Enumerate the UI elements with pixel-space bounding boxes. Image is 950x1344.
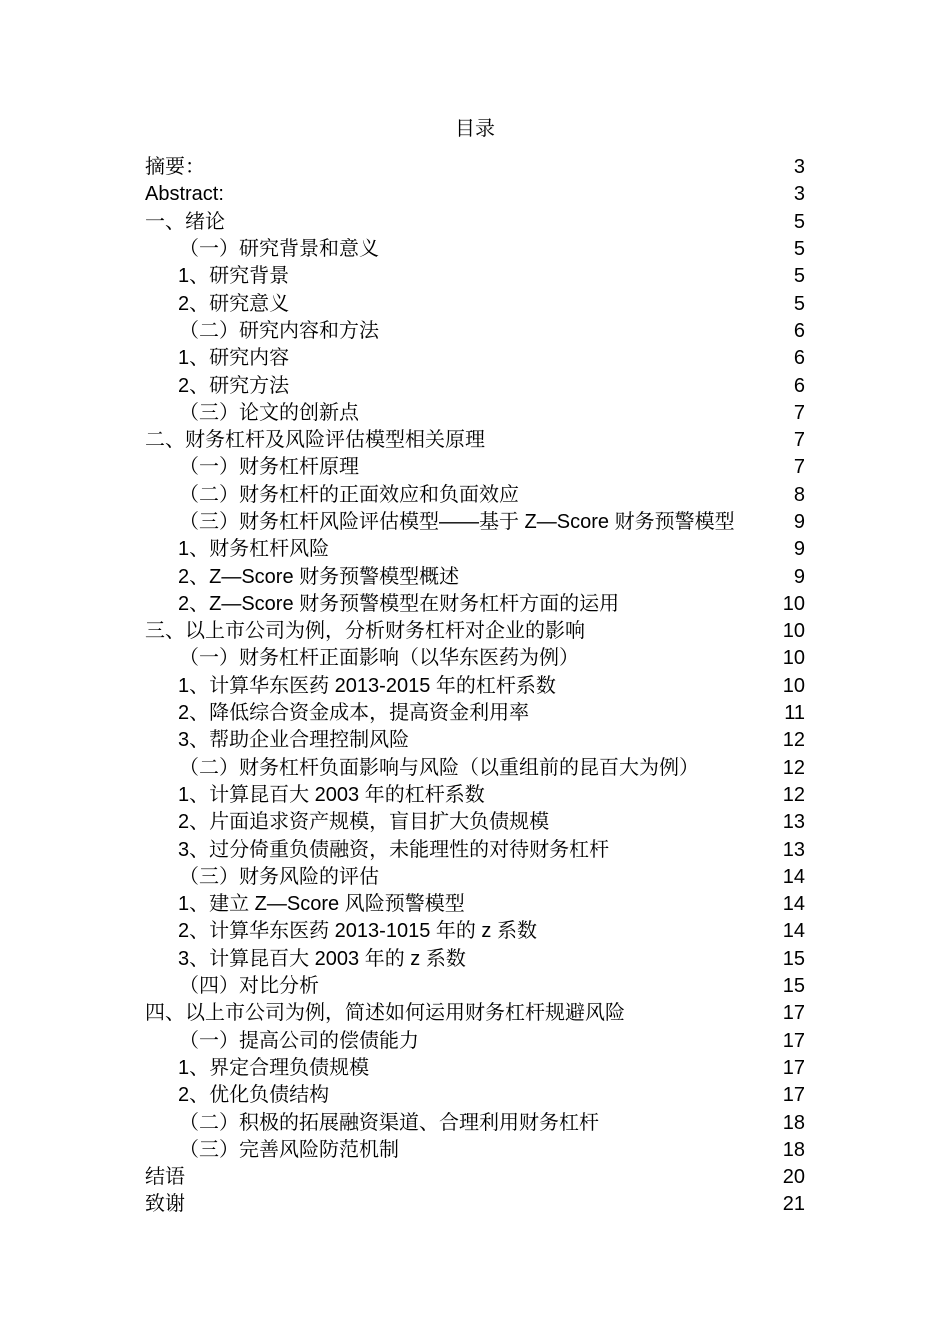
toc-entry-page-number: 7 [793, 456, 805, 479]
toc-entry-page-number: 5 [793, 292, 805, 315]
toc-entry-title: 3、过分倚重负债融资，未能理性的对待财务杠杆 [178, 838, 610, 861]
toc-entry-page-number: 5 [793, 238, 805, 261]
toc-entry-title: （四）对比分析 [179, 975, 319, 998]
toc-entry-page-number: 9 [793, 538, 805, 561]
toc-entry-title: 2、研究意义 [178, 292, 290, 315]
toc-entry-title: （二）研究内容和方法 [179, 319, 379, 342]
toc-entry-title: 2、Z—Score 财务预警模型概述 [178, 565, 460, 588]
toc-entry[interactable] [145, 1082, 805, 1109]
toc-entry[interactable] [145, 946, 805, 973]
toc-entry-title: 2、降低综合资金成本，提高资金利用率 [178, 702, 530, 725]
toc-entry[interactable] [145, 1000, 805, 1027]
toc-entry-page-number: 20 [782, 1166, 805, 1189]
toc-entry-title: 1、计算昆百大 2003 年的杠杆系数 [178, 783, 485, 806]
toc-entry[interactable] [145, 1137, 805, 1164]
toc-entry-page-number: 5 [793, 210, 805, 233]
toc-entry-title: 2、研究方法 [178, 374, 290, 397]
toc-entry[interactable] [145, 1109, 805, 1136]
toc-entry[interactable] [145, 290, 805, 317]
toc-entry-page-number: 13 [782, 838, 805, 861]
toc-entry[interactable] [145, 454, 805, 481]
toc-entry-title: （三）财务杠杆风险评估模型——基于 Z—Score 财务预警模型 [179, 511, 735, 533]
toc-entry-title: 一、绪论 [145, 210, 225, 233]
toc-entry[interactable] [145, 1191, 805, 1218]
toc-entry-page-number: 9 [793, 511, 805, 533]
toc-entry[interactable] [145, 891, 805, 918]
toc-entry-page-number: 10 [782, 674, 805, 697]
toc-entry-title: 1、计算华东医药 2013-2015 年的杠杆系数 [178, 674, 556, 697]
toc-entry[interactable] [145, 755, 805, 782]
toc-entry[interactable] [145, 864, 805, 891]
toc-entry-page-number: 3 [793, 156, 805, 179]
toc-entry-title: 四、以上市公司为例，简述如何运用财务杠杆规避风险 [145, 1002, 625, 1025]
toc-entry-page-number: 15 [782, 947, 805, 970]
toc-entry[interactable] [145, 181, 805, 208]
toc-entry-page-number: 5 [793, 265, 805, 288]
toc-entry-title: （三）论文的创新点 [179, 401, 359, 424]
toc-entry-title: 1、研究背景 [178, 265, 290, 288]
toc-entry-page-number: 10 [782, 647, 805, 670]
toc-entry-page-number: 14 [782, 893, 805, 916]
toc-entry-title: 1、研究内容 [178, 347, 290, 370]
toc-entry[interactable] [145, 482, 805, 509]
toc-entry-title: （二）财务杠杆负面影响与风险（以重组前的昆百大为例） [179, 756, 699, 779]
toc-entry-title: 2、片面追求资产规模，盲目扩大负债规模 [178, 811, 550, 834]
toc-entry-title: 摘要： [145, 156, 205, 179]
toc-entry-title: 1、财务杠杆风险 [178, 538, 330, 561]
toc-entry[interactable] [145, 400, 805, 427]
toc-entry-page-number: 12 [782, 729, 805, 752]
toc-entry-title: 3、帮助企业合理控制风险 [178, 729, 410, 752]
toc-entry-page-number: 18 [782, 1138, 805, 1161]
toc-entry-title: （三）财务风险的评估 [179, 865, 379, 888]
toc-entry-title: （一）研究背景和意义 [179, 238, 379, 261]
toc-entry-page-number: 17 [782, 1056, 805, 1079]
toc-entry[interactable] [145, 1055, 805, 1082]
toc-entry-title: （二）财务杠杆的正面效应和负面效应 [179, 483, 519, 506]
toc-entry-page-number: 17 [782, 1002, 805, 1025]
toc-entry[interactable] [145, 236, 805, 263]
toc-entry-page-number: 9 [793, 565, 805, 588]
toc-entry-page-number: 11 [784, 702, 805, 725]
toc-entry[interactable] [145, 563, 805, 590]
toc-entry[interactable] [145, 836, 805, 863]
toc-entry-page-number: 14 [782, 920, 805, 943]
toc-entry[interactable] [145, 700, 805, 727]
toc-entry[interactable] [145, 591, 805, 618]
toc-entry-page-number: 13 [782, 811, 805, 834]
toc-entry[interactable] [145, 345, 805, 372]
toc-entry[interactable] [145, 673, 805, 700]
toc-entry-page-number: 14 [782, 865, 805, 888]
toc-entry[interactable] [145, 782, 805, 809]
toc-entry-page-number: 3 [793, 183, 805, 206]
toc-entry-title: （二）积极的拓展融资渠道、合理利用财务杠杆 [179, 1111, 599, 1134]
toc-entry-title: 致谢 [145, 1193, 185, 1216]
toc-entry[interactable] [145, 918, 805, 945]
toc-entry-page-number: 21 [782, 1193, 805, 1216]
toc-entry-title: 1、建立 Z—Score 风险预警模型 [178, 893, 465, 916]
toc-entry-page-number: 12 [782, 783, 805, 806]
toc-entry[interactable] [145, 618, 805, 645]
toc-entry-title: 2、Z—Score 财务预警模型在财务杠杆方面的运用 [178, 592, 620, 615]
toc-entry[interactable] [145, 536, 805, 563]
toc-entry[interactable] [145, 1028, 805, 1055]
toc-entry-title: Abstract: [145, 183, 224, 206]
toc-entry[interactable] [145, 645, 805, 672]
toc-entry-page-number: 6 [793, 374, 805, 397]
toc-entry[interactable] [145, 727, 805, 754]
toc-entry-title: 二、财务杠杆及风险评估模型相关原理 [145, 429, 485, 452]
toc-entry-page-number: 17 [782, 1084, 805, 1107]
toc-entry-title: （一）财务杠杆正面影响（以华东医药为例） [179, 647, 579, 670]
toc-entry-title: 三、以上市公司为例，分析财务杠杆对企业的影响 [145, 620, 585, 643]
toc-entry-page-number: 7 [793, 401, 805, 424]
toc-entry[interactable] [145, 318, 805, 345]
toc-entry-title: 2、计算华东医药 2013-1015 年的 z 系数 [178, 920, 537, 943]
page-title: 目录 [455, 118, 495, 140]
toc-entry-page-number: 15 [782, 975, 805, 998]
toc-entry-page-number: 6 [793, 319, 805, 342]
toc-entry[interactable] [145, 973, 805, 1000]
toc-entry[interactable] [145, 809, 805, 836]
toc-entry-title: 结语 [145, 1166, 185, 1189]
toc-entry-title: （一）提高公司的偿债能力 [179, 1029, 419, 1052]
toc-entry-title: （一）财务杠杆原理 [179, 456, 359, 479]
toc-entry-title: 1、界定合理负债规模 [178, 1056, 370, 1079]
toc-entry-title: （三）完善风险防范机制 [179, 1138, 399, 1161]
toc-entry[interactable] [145, 209, 805, 236]
table-of-contents [145, 154, 805, 1219]
toc-entry-title: 2、优化负债结构 [178, 1084, 330, 1107]
toc-entry-title: 3、计算昆百大 2003 年的 z 系数 [178, 947, 466, 970]
toc-entry-page-number: 7 [793, 429, 805, 452]
toc-entry[interactable] [145, 263, 805, 290]
toc-entry[interactable] [145, 1164, 805, 1191]
toc-entry-page-number: 10 [782, 620, 805, 643]
toc-entry-page-number: 17 [782, 1029, 805, 1052]
toc-entry[interactable] [145, 154, 805, 181]
toc-entry[interactable] [145, 427, 805, 454]
toc-entry-page-number: 8 [793, 483, 805, 506]
toc-entry-page-number: 18 [782, 1111, 805, 1134]
toc-entry-page-number: 10 [782, 592, 805, 615]
toc-entry[interactable] [145, 509, 805, 536]
toc-entry-page-number: 6 [793, 347, 805, 370]
toc-entry[interactable] [145, 372, 805, 399]
toc-entry-page-number: 12 [782, 756, 805, 779]
